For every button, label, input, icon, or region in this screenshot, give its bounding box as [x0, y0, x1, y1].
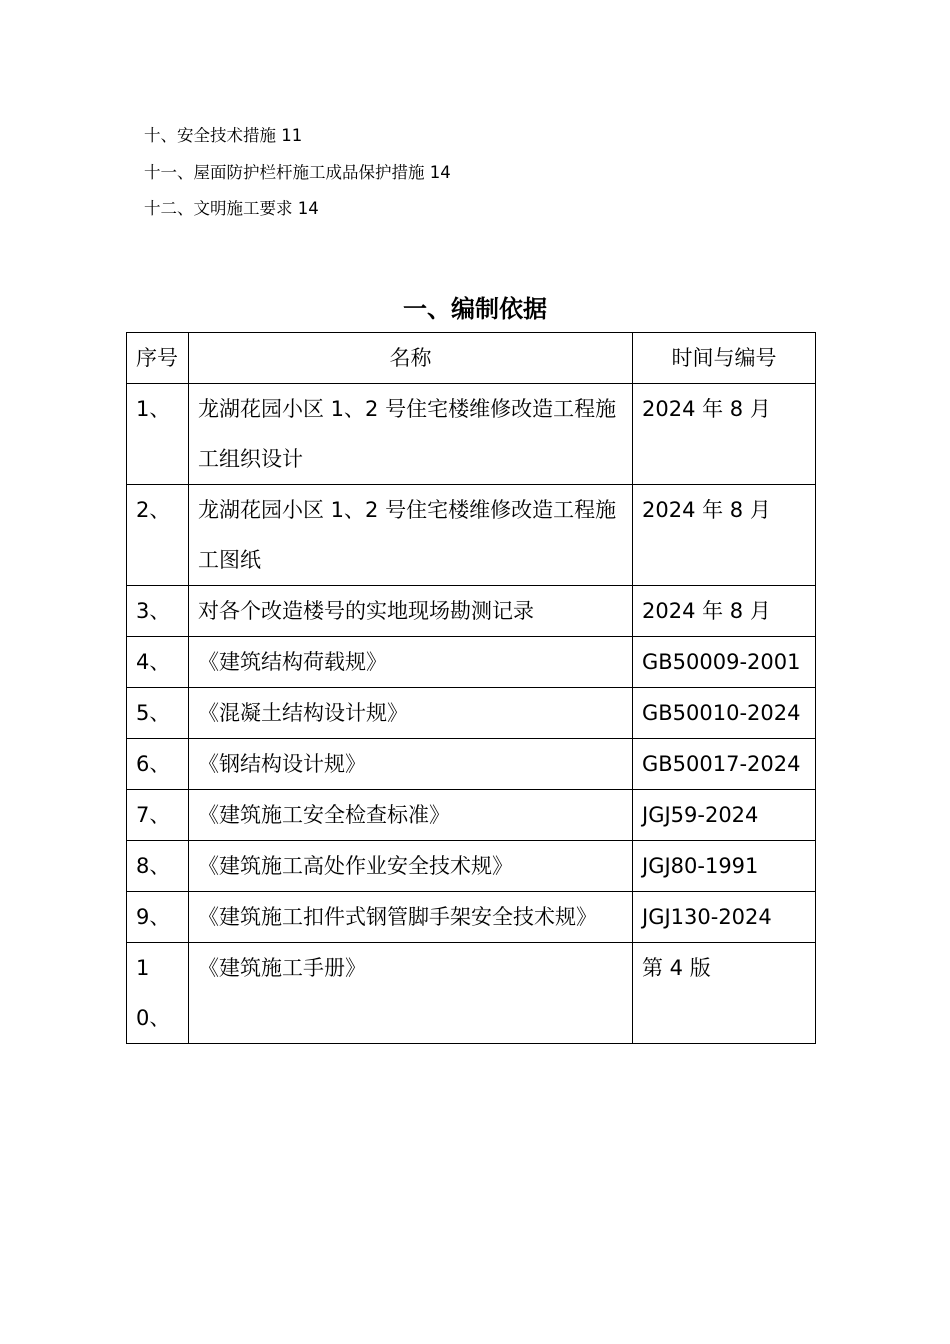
row-name: 《建筑施工高处作业安全技术规》 — [189, 841, 633, 892]
toc-item-12[interactable]: 十二、文明施工要求 14 — [144, 199, 319, 218]
row-seq: 7、 — [127, 790, 189, 841]
row-seq: 1、 — [127, 384, 189, 485]
table-header-row — [127, 333, 816, 384]
row-time-number: GB50017-2024 — [633, 739, 816, 790]
row-seq: 4、 — [127, 637, 189, 688]
header-name: 名称 — [189, 333, 633, 384]
row-name: 《建筑施工手册》 — [189, 943, 633, 1044]
row-name: 对各个改造楼号的实地现场勘测记录 — [189, 586, 633, 637]
row-name: 《建筑结构荷载规》 — [189, 637, 633, 688]
table-row — [127, 688, 816, 739]
table-row — [127, 485, 816, 586]
row-name: 龙湖花园小区 1、2 号住宅楼维修改造工程施工图纸 — [189, 485, 633, 586]
table-row — [127, 739, 816, 790]
row-time-number: 2024 年 8 月 — [633, 586, 816, 637]
table-row — [127, 790, 816, 841]
row-time-number: GB50009-2001 — [633, 637, 816, 688]
row-name: 《建筑施工安全检查标准》 — [189, 790, 633, 841]
row-time-number: 2024 年 8 月 — [633, 384, 816, 485]
table-of-contents — [144, 122, 451, 232]
header-seq: 序号 — [127, 333, 189, 384]
row-name: 《混凝土结构设计规》 — [189, 688, 633, 739]
row-seq: 8、 — [127, 841, 189, 892]
row-seq: 10、 — [127, 943, 189, 1044]
row-name: 《钢结构设计规》 — [189, 739, 633, 790]
toc-item-10[interactable]: 十、安全技术措施 11 — [144, 126, 303, 145]
row-time-number: JGJ59-2024 — [633, 790, 816, 841]
row-time-number: JGJ130-2024 — [633, 892, 816, 943]
row-time-number: JGJ80-1991 — [633, 841, 816, 892]
row-seq: 6、 — [127, 739, 189, 790]
row-time-number: 第 4 版 — [633, 943, 816, 1044]
row-name: 《建筑施工扣件式钢管脚手架安全技术规》 — [189, 892, 633, 943]
header-time-number: 时间与编号 — [633, 333, 816, 384]
section-title: 一、编制依据 — [403, 295, 547, 323]
row-seq: 9、 — [127, 892, 189, 943]
table-row — [127, 892, 816, 943]
table-row — [127, 637, 816, 688]
table-row — [127, 943, 816, 1044]
row-seq: 2、 — [127, 485, 189, 586]
table-row — [127, 384, 816, 485]
row-seq: 3、 — [127, 586, 189, 637]
row-time-number: 2024 年 8 月 — [633, 485, 816, 586]
table-row — [127, 841, 816, 892]
toc-item-11[interactable]: 十一、屋面防护栏杆施工成品保护措施 14 — [144, 162, 451, 182]
row-time-number: GB50010-2024 — [633, 688, 816, 739]
table-row — [127, 586, 816, 637]
compilation-basis-table — [126, 332, 816, 1044]
row-name: 龙湖花园小区 1、2 号住宅楼维修改造工程施工组织设计 — [189, 384, 633, 485]
row-seq: 5、 — [127, 688, 189, 739]
